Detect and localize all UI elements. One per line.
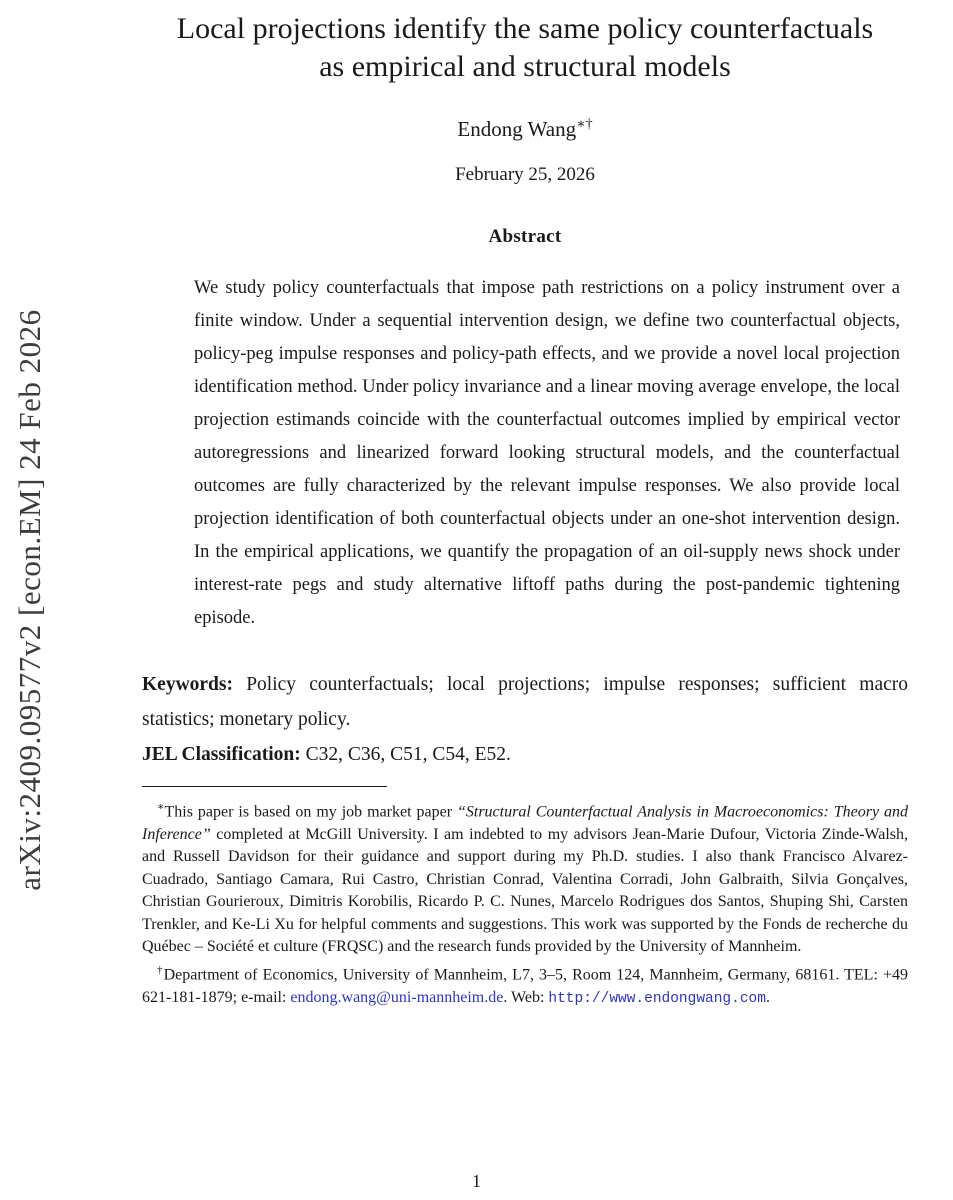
paper-content <box>142 0 908 1010</box>
footnote-star <box>142 796 908 959</box>
footnote-star-text-pre: This paper is based on my job market paper <box>164 803 457 821</box>
footnote-dagger-mark: † <box>157 963 164 976</box>
jel-line <box>142 737 908 772</box>
jel-text: C32, C36, C51, C54, E52. <box>300 744 511 765</box>
footnote-dagger-text-end: . <box>765 988 770 1006</box>
abstract-section <box>142 226 908 635</box>
keywords-text: Policy counterfactuals; local projections; impulse responses; sufficient macro statistics; monetary policy. <box>142 674 908 730</box>
footnote-dagger-text-mid: . Web: <box>503 988 549 1006</box>
date-line: February 25, 2026 <box>455 164 595 185</box>
arxiv-watermark: arXiv:2409.09577v2 [econ.EM] 24 Feb 2026 <box>12 309 47 891</box>
abstract-heading: Abstract <box>488 226 562 247</box>
website-link[interactable]: http://www.endongwang.com <box>548 990 766 1007</box>
email-link[interactable]: endong.wang@uni-mannheim.de <box>290 988 504 1006</box>
abstract-text: We study policy counterfactuals that impose path restrictions on a policy instrument over a finite window. Under a sequential intervention design, we define two counterfactual objects, policy-peg impulse responses and policy-path effects, and we provide a novel local projection identification method. Under policy invariance and a linear moving average envelope, the local projection estimands coincide with the counterfactual outcomes implied by empirical vector autoregressions and linearized forward looking structural models, and the counterfactual outcomes are fully characterized by the relevant impulse responses. We also provide local projection identification of both counterfactual objects under an one-shot intervention design. In the empirical applications, we quantify the propagation of an oil-supply news shock under interest-rate pegs and study alternative liftoff paths during the post-pandemic tightening episode. <box>194 278 900 628</box>
keywords-label: Keywords: <box>142 674 233 695</box>
footnote-star-mark: ∗ <box>157 801 165 813</box>
author-line <box>142 116 908 142</box>
footnote-star-text-post: completed at McGill University. I am indebted to my advisors Jean-Marie Dufour, Victoria Zinde-Walsh, and Russell Davidson for their guidance and support during my Ph.D. studies. I also thank Francisco Alvarez-Cuadrado, Santiago Camara, Rui Castro, Christian Conrad, Valentina Corradi, John Galbraith, Silvia Gonçalves, Christian Gourieroux, Dimitris Korobilis, Ricardo P. C. Nunes, Marcelo Rodrigues dos Santos, Shuping Shi, Carsten Trenkler, and Ke-Li Xu for helpful comments and suggestions. This work was supported by the Fonds de recherche du Québec – Société et culture (FRQSC) and the research funds provided by the University of Mannheim. <box>142 825 908 956</box>
footnote-dagger <box>142 959 908 1010</box>
footnote-star-paper-title: “Structural Counterfactual Analysis in Macroeconomics: Theory and Inference” <box>142 803 908 843</box>
paper-title: Local projections identify the same policy counterfactuals as empirical and structural models <box>176 12 874 83</box>
keywords-line <box>142 667 908 737</box>
author-name: Endong Wang <box>457 117 577 141</box>
footnote-rule <box>142 786 387 787</box>
jel-label: JEL Classification: <box>142 744 301 765</box>
footnote-dagger-text-pre: Department of Economics, University of Mannheim, L7, 3–5, Room 124, Mannheim, Germany, 68161. TEL: +49 621-181-1879; e-mail: <box>142 966 909 1006</box>
page-number: 1 <box>472 1171 481 1191</box>
footnotes-section <box>142 796 908 1010</box>
author-footnote-marks: ∗† <box>576 117 593 132</box>
